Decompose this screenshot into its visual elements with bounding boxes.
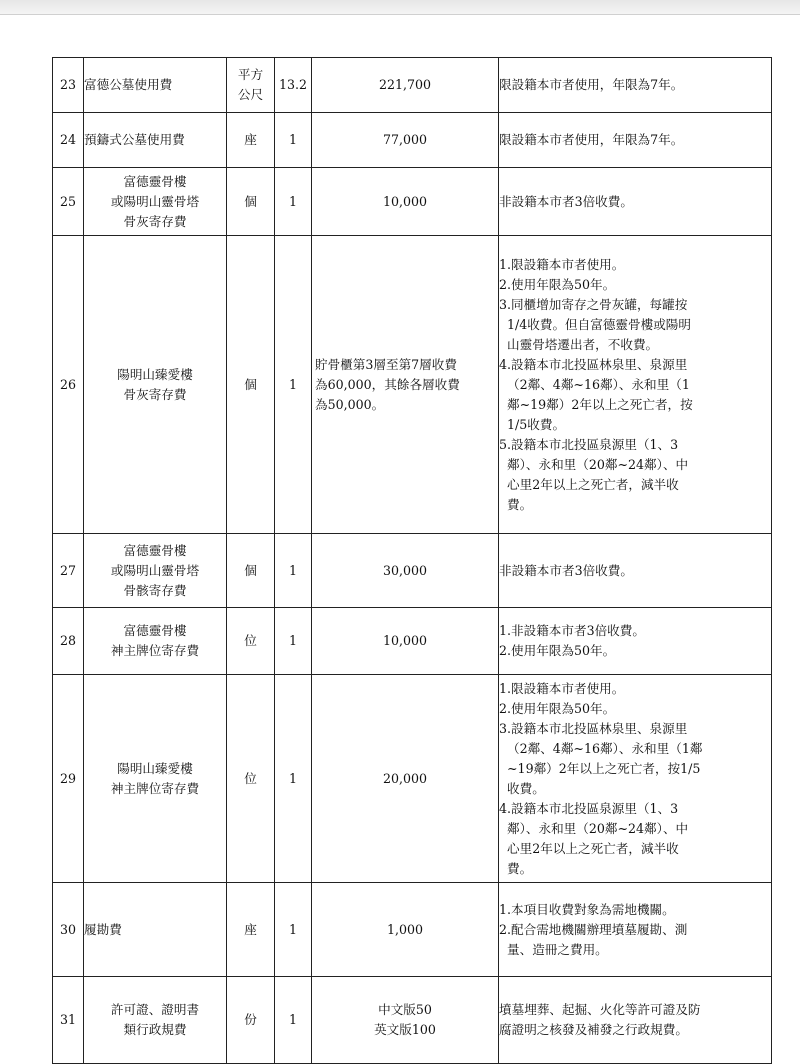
- fee-remarks-line: 墳墓埋葬、起掘、火化等許可證及防: [499, 1002, 701, 1017]
- fee-unit: [227, 675, 275, 883]
- item-number: 23: [53, 58, 84, 113]
- fee-remarks-line: 1.限設籍本市者使用。: [499, 256, 625, 272]
- viewer-top-bar: [0, 0, 800, 15]
- fee-unit: [227, 608, 275, 675]
- fee-remarks-line: 費。: [499, 860, 533, 876]
- fee-unit: [227, 883, 275, 977]
- fee-remarks-line: 3.同櫃增加寄存之骨灰罐，每罐按: [499, 296, 688, 312]
- fee-remarks: [499, 608, 772, 675]
- fee-remarks-line: 2.使用年限為50年。: [499, 643, 616, 658]
- fee-remarks-line: 山靈骨塔遷出者，不收費。: [499, 336, 659, 352]
- item-number: 27: [53, 534, 84, 608]
- fee-item-name-line: 類行政規費: [123, 1022, 187, 1037]
- fee-amount: [312, 977, 499, 1064]
- fee-amount-line: 221,700: [378, 77, 432, 92]
- fee-unit-line: 份: [244, 1012, 257, 1027]
- fee-quantity: 1: [275, 168, 312, 236]
- fee-item-name-line: 許可證、證明書: [110, 1002, 200, 1017]
- fee-quantity: 1: [275, 608, 312, 675]
- fee-item-name: [84, 675, 227, 883]
- fee-table: [52, 57, 772, 1064]
- fee-item-name-line: 或陽明山靈骨塔: [110, 193, 200, 209]
- item-number: 24: [53, 113, 84, 168]
- fee-remarks: [499, 675, 772, 883]
- table-row: [53, 608, 772, 675]
- fee-quantity: 1: [275, 236, 312, 534]
- fee-remarks-line: （2鄰、4鄰~16鄰）、永和里（1鄰: [499, 740, 703, 756]
- fee-remarks-line: 2.使用年限為50年。: [499, 700, 616, 716]
- fee-remarks-line: 5.設籍本市北投區泉源里（1、3: [499, 436, 679, 452]
- fee-amount-line: 中文版50: [378, 1002, 432, 1017]
- fee-amount-line: 30,000: [382, 562, 428, 578]
- fee-remarks-line: 費。: [499, 496, 533, 512]
- table-row: [53, 977, 772, 1064]
- fee-unit: [227, 977, 275, 1064]
- fee-quantity: 13.2: [275, 58, 312, 113]
- fee-item-name: [84, 608, 227, 675]
- fee-remarks: [499, 113, 772, 168]
- fee-item-name: [84, 883, 227, 977]
- fee-unit-line: 座: [244, 132, 257, 147]
- fee-remarks-line: 心里2年以上之死亡者，減半收: [499, 476, 679, 492]
- fee-unit-line: 位: [244, 633, 257, 648]
- fee-remarks-line: 非設籍本市者3倍收費。: [499, 562, 633, 578]
- fee-amount-line: 20,000: [382, 770, 428, 786]
- fee-remarks-line: 2.使用年限為50年。: [499, 276, 616, 292]
- fee-item-name-line: 骨灰寄存費: [123, 386, 187, 402]
- fee-remarks: [499, 58, 772, 113]
- fee-unit: [227, 113, 275, 168]
- fee-item-name-line: 富德公墓使用費: [84, 77, 173, 92]
- fee-unit-line: 個: [244, 193, 257, 209]
- fee-amount-line: 10,000: [382, 193, 428, 209]
- fee-amount: [312, 883, 499, 977]
- fee-remarks-line: ~19鄰）2年以上之死亡者，按1/5: [499, 760, 701, 776]
- fee-amount: [312, 608, 499, 675]
- fee-remarks-line: 量、造冊之費用。: [499, 941, 608, 957]
- fee-item-name: [84, 113, 227, 168]
- fee-remarks-line: 1.本項目收費對象為需地機關。: [499, 901, 675, 917]
- table-row: [53, 534, 772, 608]
- fee-remarks: [499, 883, 772, 977]
- fee-quantity: 1: [275, 883, 312, 977]
- fee-item-name-line: 預鑄式公墓使用費: [84, 132, 185, 147]
- table-row: [53, 883, 772, 977]
- fee-remarks: [499, 168, 772, 236]
- fee-item-name: [84, 168, 227, 236]
- item-number: 30: [53, 883, 84, 977]
- fee-amount: [312, 113, 499, 168]
- table-row: [53, 675, 772, 883]
- item-number: 25: [53, 168, 84, 236]
- fee-remarks-line: 1/5收費。: [499, 416, 566, 432]
- fee-remarks-line: 1/4收費。但自富德靈骨樓或陽明: [499, 316, 691, 332]
- fee-quantity: 1: [275, 113, 312, 168]
- fee-amount: [312, 675, 499, 883]
- fee-amount-line: 英文版100: [374, 1022, 436, 1037]
- fee-amount-line: 為50,000。: [315, 396, 385, 412]
- fee-unit: [227, 58, 275, 113]
- fee-amount-line: 77,000: [382, 132, 428, 147]
- fee-amount-line: 10,000: [382, 633, 428, 648]
- fee-amount-line: 貯骨櫃第3層至第7層收費: [315, 356, 457, 372]
- fee-remarks-line: 鄰~19鄰）2年以上之死亡者，按: [499, 396, 693, 412]
- fee-remarks-line: 鄰）、永和里（20鄰~24鄰）、中: [499, 456, 689, 472]
- item-number: 28: [53, 608, 84, 675]
- fee-quantity: 1: [275, 675, 312, 883]
- fee-remarks: [499, 236, 772, 534]
- fee-item-name: [84, 977, 227, 1064]
- fee-unit-line: 座: [244, 921, 257, 937]
- fee-item-name-line: 陽明山臻愛樓: [117, 760, 193, 776]
- fee-remarks-line: 收費。: [499, 780, 545, 796]
- table-row: [53, 168, 772, 236]
- fee-item-name-line: 骨灰寄存費: [123, 213, 187, 229]
- fee-item-name-line: 或陽明山靈骨塔: [110, 562, 200, 578]
- fee-remarks-line: 心里2年以上之死亡者，減半收: [499, 840, 679, 856]
- fee-unit: [227, 534, 275, 608]
- fee-remarks-line: 非設籍本市者3倍收費。: [499, 193, 633, 209]
- fee-item-name-line: 富德靈骨樓: [123, 173, 187, 189]
- fee-remarks-line: 限設籍本市者使用，年限為7年。: [499, 77, 684, 92]
- fee-unit-line: 位: [244, 770, 257, 786]
- fee-amount: [312, 58, 499, 113]
- item-number: 29: [53, 675, 84, 883]
- table-row: [53, 58, 772, 113]
- fee-item-name: [84, 534, 227, 608]
- fee-item-name-line: 神主牌位寄存費: [110, 643, 200, 658]
- fee-unit: [227, 236, 275, 534]
- item-number: 31: [53, 977, 84, 1064]
- fee-item-name: [84, 58, 227, 113]
- fee-amount-line: 1,000: [386, 921, 424, 937]
- fee-remarks-line: （2鄰、4鄰~16鄰）、永和里（1: [499, 376, 690, 392]
- fee-remarks-line: 1.非設籍本市者3倍收費。: [499, 623, 645, 638]
- fee-item-name-line: 履勘費: [84, 921, 122, 937]
- fee-remarks-line: 限設籍本市者使用，年限為7年。: [499, 132, 684, 147]
- fee-item-name-line: 陽明山臻愛樓: [117, 366, 193, 382]
- fee-remarks-line: 1.限設籍本市者使用。: [499, 680, 625, 696]
- fee-remarks-line: 4.設籍本市北投區林泉里、泉源里: [499, 356, 688, 372]
- table-row: [53, 113, 772, 168]
- fee-remarks-line: 3.設籍本市北投區林泉里、泉源里: [499, 720, 688, 736]
- fee-unit-line: 個: [244, 376, 257, 392]
- fee-remarks-line: 鄰）、永和里（20鄰~24鄰）、中: [499, 820, 689, 836]
- fee-quantity: 1: [275, 977, 312, 1064]
- fee-item-name: [84, 236, 227, 534]
- fee-item-name-line: 富德靈骨樓: [123, 542, 187, 558]
- fee-remarks-line: 4.設籍本市北投區泉源里（1、3: [499, 800, 679, 816]
- fee-unit-line: 平方: [237, 67, 264, 82]
- fee-item-name-line: 神主牌位寄存費: [110, 780, 200, 796]
- fee-amount-line: 為60,000，其餘各層收費: [315, 376, 460, 392]
- item-number: 26: [53, 236, 84, 534]
- fee-table-body: [53, 58, 772, 1064]
- fee-unit-line: 個: [244, 562, 257, 578]
- table-row: [53, 236, 772, 534]
- fee-amount: [312, 534, 499, 608]
- fee-item-name-line: 富德靈骨樓: [123, 623, 187, 638]
- fee-remarks: [499, 534, 772, 608]
- fee-amount: [312, 168, 499, 236]
- fee-remarks: [499, 977, 772, 1064]
- fee-amount: [312, 236, 499, 534]
- fee-quantity: 1: [275, 534, 312, 608]
- fee-unit-line: 公尺: [237, 87, 264, 102]
- fee-remarks-line: 腐證明之核發及補發之行政規費。: [499, 1022, 688, 1037]
- fee-unit: [227, 168, 275, 236]
- fee-item-name-line: 骨骸寄存費: [123, 582, 187, 598]
- fee-remarks-line: 2.配合需地機關辦理墳墓履勘、測: [499, 921, 688, 937]
